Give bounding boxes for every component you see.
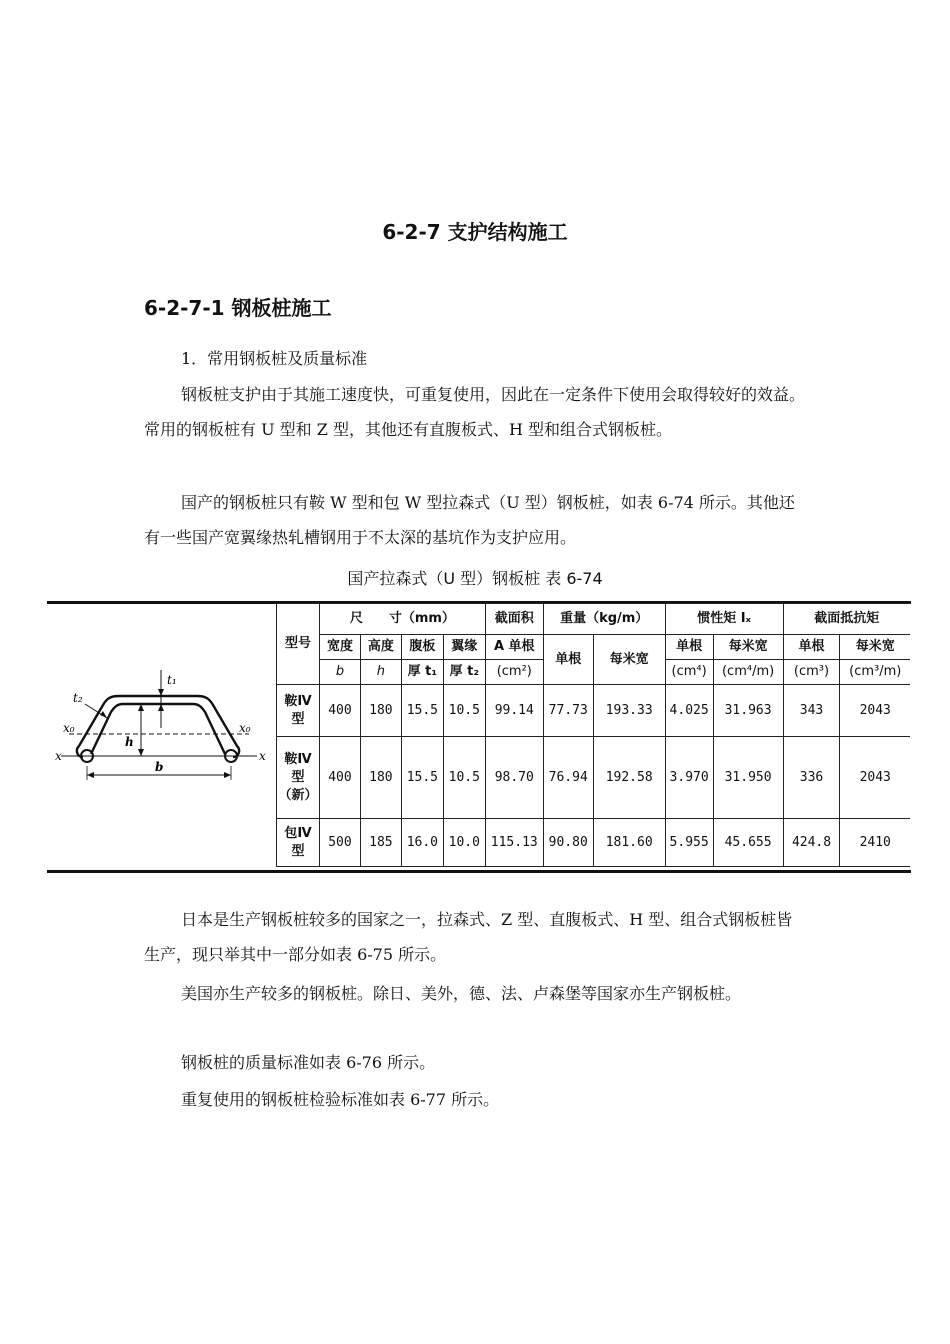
cell-area: 99.14 — [485, 685, 543, 737]
cell-area: 115.13 — [485, 819, 543, 867]
header-size: 尺 寸（mm） — [319, 604, 485, 635]
header-model: 型号 — [277, 604, 320, 685]
cell-weight-single: 77.73 — [543, 685, 593, 737]
paragraph-3: 日本是生产钢板桩较多的国家之一，拉森式、Z 型、直腹板式、H 型、组合式钢板桩皆生产，现只举其中一部分如表 6-75 所示。 — [144, 910, 793, 964]
cell-web: 15.5 — [401, 737, 443, 819]
cell-height: 180 — [360, 685, 401, 737]
cell-inertia-per-m: 31.950 — [713, 737, 783, 819]
header-web: 腹板 — [401, 635, 443, 660]
header-flange-symbol: 厚 t₂ — [443, 660, 485, 685]
cell-weight-single: 76.94 — [543, 737, 593, 819]
cell-modulus-per-m: 2410 — [840, 819, 910, 867]
table-row — [277, 819, 911, 867]
header-modulus: 截面抵抗矩 — [783, 604, 910, 635]
label-x0-right: x₀ — [239, 721, 251, 735]
header-modulus-single: 单根 — [783, 635, 840, 660]
cell-modulus-per-m: 2043 — [840, 737, 910, 819]
cell-height: 180 — [360, 737, 401, 819]
header-modulus-per-m: 每米宽 — [840, 635, 910, 660]
cell-modulus-single: 343 — [783, 685, 840, 737]
label-x0-left: x₀ — [63, 721, 75, 735]
cell-flange: 10.5 — [443, 685, 485, 737]
table-row — [277, 737, 911, 819]
cell-width: 400 — [319, 737, 360, 819]
cell-inertia-single: 3.970 — [665, 737, 713, 819]
paragraph-5: 钢板桩的质量标准如表 6-76 所示。 — [181, 1053, 436, 1072]
cell-modulus-single: 336 — [783, 737, 840, 819]
header-height-symbol: h — [360, 660, 401, 685]
cell-inertia-single: 5.955 — [665, 819, 713, 867]
label-h: h — [125, 735, 134, 749]
label-x-right: x — [259, 749, 266, 763]
cell-web: 16.0 — [401, 819, 443, 867]
header-inertia: 惯性矩 Iₓ — [665, 604, 783, 635]
cell-weight-per-m: 193.33 — [593, 685, 665, 737]
header-weight: 重量（kg/m） — [543, 604, 665, 635]
header-width: 宽度 — [319, 635, 360, 660]
section-title: 6-2-7-1 钢板桩施工 — [144, 296, 332, 320]
cell-inertia-single: 4.025 — [665, 685, 713, 737]
label-x-left: x — [55, 749, 62, 763]
sheet-pile-spec-table — [276, 603, 910, 867]
label-t2: t₂ — [73, 691, 83, 705]
cell-width: 400 — [319, 685, 360, 737]
cell-height: 185 — [360, 819, 401, 867]
header-flange: 翼缘 — [443, 635, 485, 660]
header-width-symbol: b — [319, 660, 360, 685]
cell-modulus-per-m: 2043 — [840, 685, 910, 737]
cell-web: 15.5 — [401, 685, 443, 737]
page-title: 6-2-7 支护结构施工 — [382, 220, 568, 244]
cell-weight-single: 90.80 — [543, 819, 593, 867]
model-cell: 鞍Ⅳ 型 — [277, 685, 320, 737]
model-cell: 包Ⅳ 型 — [277, 819, 320, 867]
header-height: 高度 — [360, 635, 401, 660]
header-modulus-per-m-unit: (cm³/m) — [840, 660, 910, 685]
table-caption: 国产拉森式（U 型）钢板桩 表 6-74 — [347, 569, 603, 588]
header-inertia-per-m-unit: (cm⁴/m) — [713, 660, 783, 685]
paragraph-2: 国产的钢板桩只有鞍 W 型和包 W 型拉森式（U 型）钢板桩，如表 6-74 所示。其他还有一些国产宽翼缘热轧槽钢用于不太深的基坑作为支护应用。 — [144, 493, 795, 547]
model-cell: 鞍Ⅳ 型 （新） — [277, 737, 320, 819]
cell-weight-per-m: 181.60 — [593, 819, 665, 867]
label-t1: t₁ — [167, 673, 177, 687]
label-b: b — [155, 760, 164, 774]
cell-inertia-per-m: 31.963 — [713, 685, 783, 737]
header-inertia-single: 单根 — [665, 635, 713, 660]
header-area-unit: (cm²) — [485, 660, 543, 685]
paragraph-1: 钢板桩支护由于其施工速度快，可重复使用，因此在一定条件下使用会取得较好的效益。常用的钢板桩有 U 型和 Z 型，其他还有直腹板式、H 型和组合式钢板桩。 — [144, 385, 806, 439]
header-area-single: A 单根 — [485, 635, 543, 660]
table-row — [277, 685, 911, 737]
cell-weight-per-m: 192.58 — [593, 737, 665, 819]
cell-modulus-single: 424.8 — [783, 819, 840, 867]
cell-inertia-per-m: 45.655 — [713, 819, 783, 867]
cell-flange: 10.0 — [443, 819, 485, 867]
cell-width: 500 — [319, 819, 360, 867]
header-web-symbol: 厚 t₁ — [401, 660, 443, 685]
header-area: 截面积 — [485, 604, 543, 635]
cell-flange: 10.5 — [443, 737, 485, 819]
cell-area: 98.70 — [485, 737, 543, 819]
header-inertia-per-m: 每米宽 — [713, 635, 783, 660]
header-weight-single: 单根 — [543, 635, 593, 685]
list-item-1: 1．常用钢板桩及质量标准 — [181, 349, 368, 368]
header-weight-per-m: 每米宽 — [593, 635, 665, 685]
header-modulus-single-unit: (cm³) — [783, 660, 840, 685]
sheet-pile-section-figure — [55, 660, 270, 810]
paragraph-4: 美国亦生产较多的钢板桩。除日、美外，德、法、卢森堡等国家亦生产钢板桩。 — [181, 984, 742, 1003]
paragraph-6: 重复使用的钢板桩检验标准如表 6-77 所示。 — [181, 1090, 500, 1109]
header-inertia-single-unit: (cm⁴) — [665, 660, 713, 685]
table-bottom-rule — [47, 870, 911, 873]
